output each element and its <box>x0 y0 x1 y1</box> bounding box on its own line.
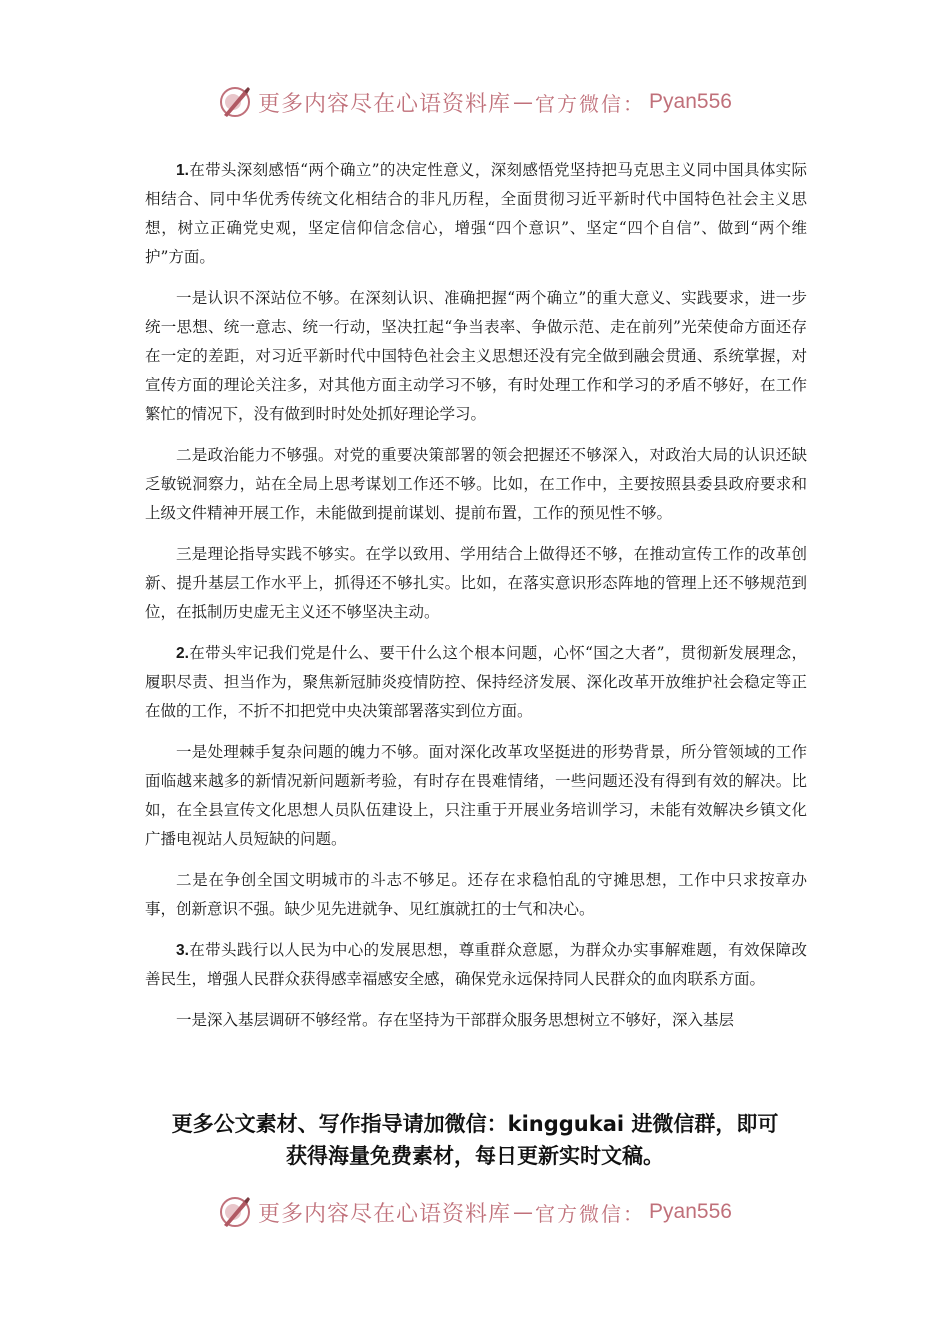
paragraph-text: 在带头牢记我们党是什么、要干什么这个根本问题，心怀“国之大者”，贯彻新发展理念，履职尽责、担当作为，聚焦新冠肺炎疫情防控、保持经济发展、深化改革开放维护社会稳定等正在做的工作，不折不扣把党中央决策部署落实到位方面。 <box>145 644 807 720</box>
paragraph-9 <box>145 1006 807 1035</box>
header-wechat-id: Pyan556 <box>649 90 732 113</box>
header-official-label: 官方微信： <box>535 91 646 116</box>
paragraph-2 <box>145 284 807 429</box>
paragraph-text: 二是在争创全国文明城市的斗志不够足。还存在求稳怕乱的守摊思想，工作中只求按章办事，创新意识不强。缺少见先进就争、见红旗就扛的士气和决心。 <box>145 871 807 918</box>
paragraph-text: 三是理论指导实践不够实。在学以致用、学用结合上做得还不够，在推动宣传工作的改革创新、提升基层工作水平上，抓得还不够扎实。比如，在落实意识形态阵地的管理上还不够规范到位，在抵制历史虚无主义还不够坚决主动。 <box>145 545 807 621</box>
paragraph-3 <box>145 441 807 528</box>
footer-brand-text: 更多内容尽在心语资料库 <box>258 1201 512 1227</box>
document-body <box>145 156 807 1047</box>
section-number: 2. <box>176 645 189 662</box>
footer-wechat-id: Pyan556 <box>649 1200 732 1223</box>
brush-logo-icon <box>218 85 252 119</box>
section-number: 3. <box>176 942 189 959</box>
paragraph-text: 二是政治能力不够强。对党的重要决策部署的领会把握还不够深入，对政治大局的认识还缺乏敏锐洞察力，站在全局上思考谋划工作还不够。比如，在工作中，主要按照县委县政府要求和上级文件精神开展工作，未能做到提前谋划、提前布置，工作的预见性不够。 <box>145 446 807 522</box>
paragraph-7 <box>145 866 807 924</box>
promo-line-2: 获得海量免费素材，每日更新实时文稿。 <box>286 1144 664 1168</box>
paragraph-8 <box>145 936 807 994</box>
paragraph-text: 一是认识不深站位不够。在深刻认识、准确把握“两个确立”的重大意义、实践要求，进一步统一思想、统一意志、统一行动，坚决扛起“争当表率、争做示范、走在前列”光荣使命方面还存在一定的差距，对习近平新时代中国特色社会主义思想还没有完全做到融会贯通、系统掌握，对宣传方面的理论关注多，对其他方面主动学习不够，有时处理工作和学习的矛盾不够好，在工作繁忙的情况下，没有做到时时处处抓好理论学习。 <box>145 289 807 423</box>
brush-logo-icon <box>218 1195 252 1229</box>
section-number: 1. <box>176 162 189 179</box>
paragraph-text: 在带头践行以人民为中心的发展思想，尊重群众意愿，为群众办实事解难题，有效保障改善民生，增强人民群众获得感幸福感安全感，确保党永远保持同人民群众的血肉联系方面。 <box>145 941 807 988</box>
footer-official-label: 官方微信： <box>535 1201 646 1226</box>
paragraph-6 <box>145 738 807 854</box>
paragraph-text: 在带头深刻感悟“两个确立”的决定性意义，深刻感悟党坚持把马克思主义同中国具体实际相结合、同中华优秀传统文化相结合的非凡历程，全面贯彻习近平新时代中国特色社会主义思想，树立正确党史观，坚定信仰信念信心，增强“四个意识”、坚定“四个自信”、做到“两个维护”方面。 <box>145 161 807 266</box>
paragraph-5 <box>145 639 807 726</box>
paragraph-1 <box>145 156 807 272</box>
promo-notice <box>0 1108 950 1172</box>
header-banner <box>0 80 950 124</box>
paragraph-text: 一是深入基层调研不够经常。存在坚持为干部群众服务思想树立不够好，深入基层 <box>176 1011 735 1029</box>
promo-line-1: 更多公文素材、写作指导请加微信：kinggukai 进微信群，即可 <box>171 1112 779 1136</box>
paragraph-4 <box>145 540 807 627</box>
footer-banner <box>0 1190 950 1234</box>
header-separator: — <box>513 90 534 114</box>
footer-separator: — <box>513 1200 534 1224</box>
paragraph-text: 一是处理棘手复杂问题的魄力不够。面对深化改革攻坚挺进的形势背景，所分管领域的工作面临越来越多的新情况新问题新考验，有时存在畏难情绪，一些问题还没有得到有效的解决。比如，在全县宣传文化思想人员队伍建设上，只注重于开展业务培训学习，未能有效解决乡镇文化广播电视站人员短缺的问题。 <box>145 743 807 848</box>
header-brand-text: 更多内容尽在心语资料库 <box>258 91 512 117</box>
